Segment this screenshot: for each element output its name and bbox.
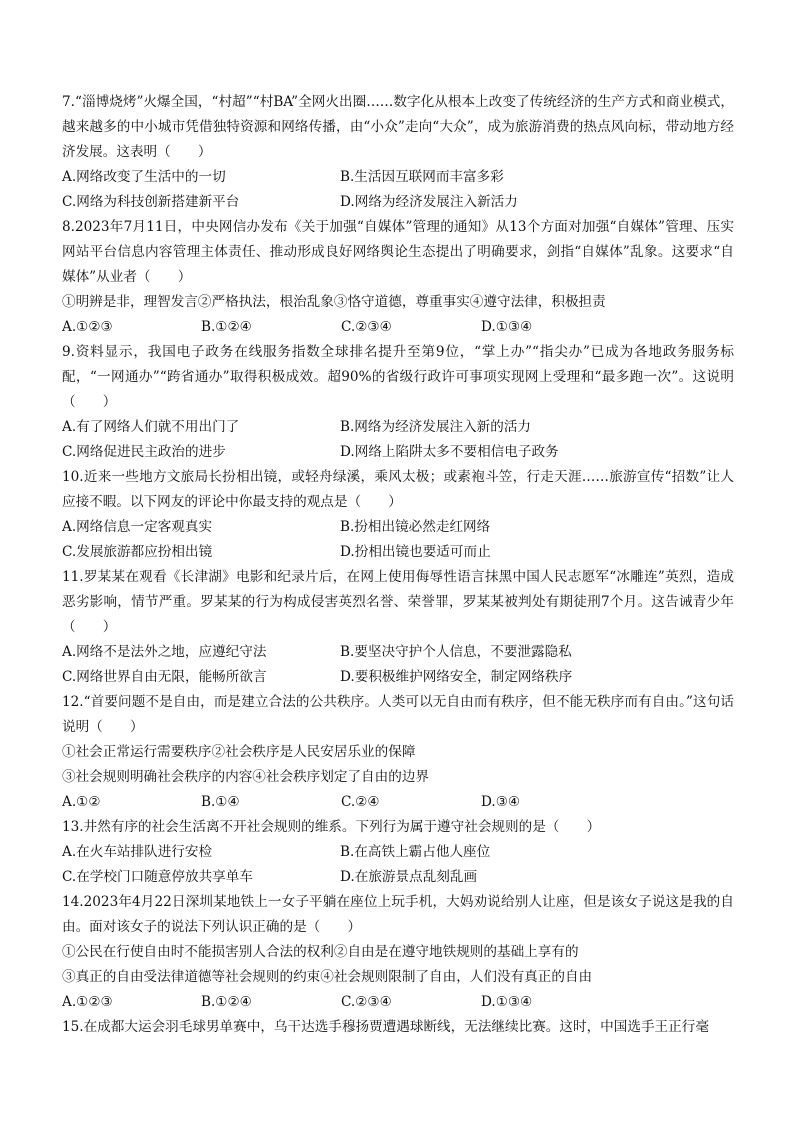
option-c[interactable]: C.②③④ xyxy=(341,994,392,1010)
options xyxy=(62,790,734,815)
question-11 xyxy=(62,565,734,690)
statements-line-1: ①社会正常运行需要秩序②社会秩序是人民安居乐业的保障 xyxy=(62,744,416,760)
question-stem: 11.罗某某在观看《长津湖》电影和纪录片后，在网上使用侮辱性语言抹黑中国人民志愿军“冰雕连”英烈，造成恶劣影响，情节严重。罗某某的行为构成侵害英烈名誉、荣誉罪，罗某某被判处有期徒刑7个月。这告诫青少年（ ） xyxy=(62,569,734,635)
option-d[interactable]: D.要积极维护网络安全，制定网络秩序 xyxy=(340,669,573,685)
option-c[interactable]: C.网络为科技创新搭建新平台 xyxy=(62,194,240,210)
question-15 xyxy=(62,1015,734,1040)
statements-line-1: ①公民在行使自由时不能损害别人合法的权利②自由是在遵守地铁规则的基础上享有的 xyxy=(62,944,579,960)
options xyxy=(62,640,734,690)
question-stem: 7.“淄博烧烤”火爆全国，“村超”“村BA”全网火出圈……数字化从根本上改变了传统经济的生产方式和商业模式，越来越多的中小城市凭借独特资源和网络传播，由“小众”走向“大众”，成为旅游消费的热点风向标，带动地方经济发展。这表明（ ） xyxy=(62,94,734,160)
option-c[interactable]: C.网络促进民主政治的进步 xyxy=(62,444,226,460)
option-b[interactable]: B.网络为经济发展注入新的活力 xyxy=(340,419,532,435)
option-c[interactable]: C.②④ xyxy=(341,794,380,810)
question-7 xyxy=(62,90,734,215)
statements-line-2: ③社会规则明确社会秩序的内容④社会秩序划定了自由的边界 xyxy=(62,769,430,785)
option-b[interactable]: B.要坚决守护个人信息，不要泄露隐私 xyxy=(340,644,572,660)
question-stem: 8.2023年7月11日，中央网信办发布《关于加强“自媒体”管理的通知》从13个方面对加强“自媒体”管理、压实网站平台信息内容管理主体责任、推动形成良好网络舆论生态提出了明确要求，剑指“自媒体”乱象。这要求“自媒体”从业者（ ） xyxy=(62,219,734,285)
option-c[interactable]: C.网络世界自由无限，能畅所欲言 xyxy=(62,669,267,685)
question-stem: 10.近来一些地方文旅局长扮相出镜，或轻舟绿溪，乘风太极；或素袍斗笠，行走天涯……旅游宣传“招数”让人应接不暇。以下网友的评论中你最支持的观点是（ ） xyxy=(62,469,734,510)
options xyxy=(62,990,734,1015)
option-a[interactable]: A.在火车站排队进行安检 xyxy=(62,844,213,860)
question-13 xyxy=(62,815,734,890)
options xyxy=(62,165,734,215)
exam-page xyxy=(62,90,734,1040)
statements: ①明辨是非，理智发言②严格执法，根治乱象③恪守道德，尊重事实④遵守法律，积极担责 xyxy=(62,294,606,310)
option-a[interactable]: A.网络不是法外之地，应遵纪守法 xyxy=(62,644,267,660)
option-b[interactable]: B.在高铁上霸占他人座位 xyxy=(340,844,491,860)
option-b[interactable]: B.①②④ xyxy=(201,319,252,335)
options xyxy=(62,315,734,340)
option-d[interactable]: D.在旅游景点乱刻乱画 xyxy=(340,869,478,885)
question-10 xyxy=(62,465,734,565)
option-a[interactable]: A.有了网络人们就不用出门了 xyxy=(62,419,240,435)
option-b[interactable]: B.①②④ xyxy=(201,994,252,1010)
options xyxy=(62,515,734,565)
question-9 xyxy=(62,340,734,465)
option-a[interactable]: A.网络信息一定客观真实 xyxy=(62,519,213,535)
question-14 xyxy=(62,890,734,1015)
question-8 xyxy=(62,215,734,340)
option-b[interactable]: B.①④ xyxy=(201,794,240,810)
option-a[interactable]: A.①②③ xyxy=(62,319,113,335)
option-c[interactable]: C.②③④ xyxy=(341,319,392,335)
question-12 xyxy=(62,690,734,815)
option-d[interactable]: D.①③④ xyxy=(481,319,533,335)
option-b[interactable]: B.扮相出镜必然走红网络 xyxy=(340,519,491,535)
option-b[interactable]: B.生活因互联网而丰富多彩 xyxy=(340,169,504,185)
question-stem: 15.在成都大运会羽毛球男单赛中，乌干达选手穆扬贾遭遇球断线，无法继续比赛。这时，中国选手王正行毫 xyxy=(62,1019,709,1035)
option-a[interactable]: A.网络改变了生活中的一切 xyxy=(62,169,226,185)
option-d[interactable]: D.①③④ xyxy=(481,994,533,1010)
statements-line-2: ③真正的自由受法律道德等社会规则的约束④社会规则限制了自由，人们没有真正的自由 xyxy=(62,969,593,985)
option-a[interactable]: A.①②③ xyxy=(62,994,113,1010)
option-d[interactable]: D.③④ xyxy=(481,794,521,810)
option-c[interactable]: C.发展旅游都应扮相出镜 xyxy=(62,544,213,560)
question-stem: 9.资料显示，我国电子政务在线服务指数全球排名提升至第9位，“掌上办”“指尖办”已成为各地政务服务标配，“一网通办”“跨省通办”取得积极成效。超90%的省级行政许可事项实现网上受理和“最多跑一次”。这说明（ ） xyxy=(62,344,734,410)
question-stem: 14.2023年4月22日深圳某地铁上一女子平躺在座位上玩手机，大妈劝说给别人让座，但是该女子说这是我的自由。面对该女子的说法下列认识正确的是（ ） xyxy=(62,894,734,935)
option-d[interactable]: D.网络上陷阱太多不要相信电子政务 xyxy=(340,444,559,460)
option-a[interactable]: A.①② xyxy=(62,794,101,810)
question-stem: 12.“首要问题不是自由，而是建立合法的公共秩序。人类可以无自由而有秩序，但不能无秩序而有自由。”这句话说明（ ） xyxy=(62,694,734,735)
option-d[interactable]: D.网络为经济发展注入新活力 xyxy=(340,194,518,210)
question-stem: 13.井然有序的社会生活离不开社会规则的维系。下列行为属于遵守社会规则的是（ ） xyxy=(62,819,601,835)
option-d[interactable]: D.扮相出镜也要适可而止 xyxy=(340,544,491,560)
options xyxy=(62,840,734,890)
options xyxy=(62,415,734,465)
option-c[interactable]: C.在学校门口随意停放共享单车 xyxy=(62,869,253,885)
